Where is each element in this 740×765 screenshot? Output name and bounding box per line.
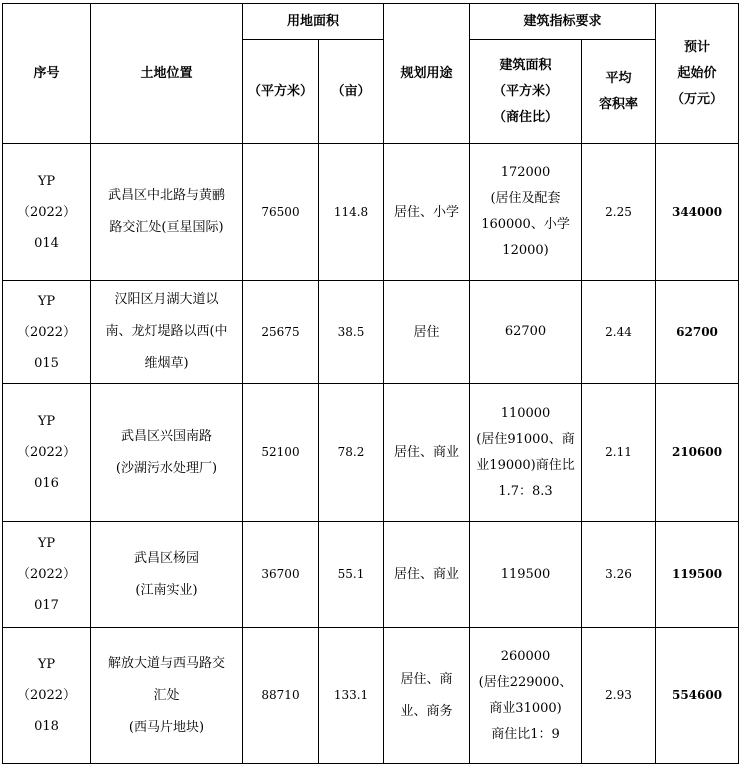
row-building-area: 110000 (居住91000、商 业19000)商住比 1.7：8.3	[470, 384, 582, 522]
row-far: 2.93	[582, 628, 656, 764]
table-row	[3, 384, 739, 522]
row-mu: 38.5	[319, 281, 384, 384]
row-price: 210600	[656, 384, 739, 522]
header-mu: （亩）	[319, 40, 384, 144]
header-usage: 规划用途	[384, 4, 470, 144]
row-code: YP （2022） 018	[3, 628, 91, 764]
row-sqm: 88710	[243, 628, 319, 764]
row-usage: 居住、商业	[384, 522, 470, 628]
row-price: 62700	[656, 281, 739, 384]
row-sqm: 52100	[243, 384, 319, 522]
table-row	[3, 522, 739, 628]
row-building-area: 260000 (居住229000、 商业31000) 商住比1：9	[470, 628, 582, 764]
row-usage: 居住、小学	[384, 144, 470, 281]
header-row-1	[3, 4, 739, 40]
row-far: 2.11	[582, 384, 656, 522]
row-far: 3.26	[582, 522, 656, 628]
row-usage: 居住、商 业、商务	[384, 628, 470, 764]
row-price: 554600	[656, 628, 739, 764]
row-far: 2.44	[582, 281, 656, 384]
table-row	[3, 144, 739, 281]
row-mu: 55.1	[319, 522, 384, 628]
row-code: YP （2022） 014	[3, 144, 91, 281]
row-usage: 居住、商业	[384, 384, 470, 522]
row-usage: 居住	[384, 281, 470, 384]
land-auction-table	[2, 3, 739, 764]
row-code: YP （2022） 017	[3, 522, 91, 628]
row-price: 119500	[656, 522, 739, 628]
row-sqm: 36700	[243, 522, 319, 628]
row-location: 武昌区中北路与黄鹂 路交汇处(亘星国际)	[91, 144, 243, 281]
row-location: 武昌区兴国南路 (沙湖污水处理厂)	[91, 384, 243, 522]
row-building-area: 172000 (居住及配套 160000、小学 12000)	[470, 144, 582, 281]
header-sqm: （平方米）	[243, 40, 319, 144]
row-code: YP （2022） 015	[3, 281, 91, 384]
row-price: 344000	[656, 144, 739, 281]
row-mu: 78.2	[319, 384, 384, 522]
header-location: 土地位置	[91, 4, 243, 144]
header-seq: 序号	[3, 4, 91, 144]
row-far: 2.25	[582, 144, 656, 281]
row-building-area: 119500	[470, 522, 582, 628]
row-code: YP （2022） 016	[3, 384, 91, 522]
row-location: 解放大道与西马路交 汇处 (西马片地块)	[91, 628, 243, 764]
header-building-area: 建筑面积 （平方米） （商住比）	[470, 40, 582, 144]
table-row	[3, 628, 739, 764]
table-row	[3, 281, 739, 384]
row-location: 汉阳区月湖大道以 南、龙灯堤路以西(中 维烟草)	[91, 281, 243, 384]
header-land-area: 用地面积	[243, 4, 384, 40]
header-building-req: 建筑指标要求	[470, 4, 656, 40]
header-price: 预计 起始价 （万元）	[656, 4, 739, 144]
row-mu: 114.8	[319, 144, 384, 281]
header-far: 平均 容积率	[582, 40, 656, 144]
row-mu: 133.1	[319, 628, 384, 764]
row-sqm: 76500	[243, 144, 319, 281]
row-building-area: 62700	[470, 281, 582, 384]
row-sqm: 25675	[243, 281, 319, 384]
row-location: 武昌区杨园 (江南实业)	[91, 522, 243, 628]
